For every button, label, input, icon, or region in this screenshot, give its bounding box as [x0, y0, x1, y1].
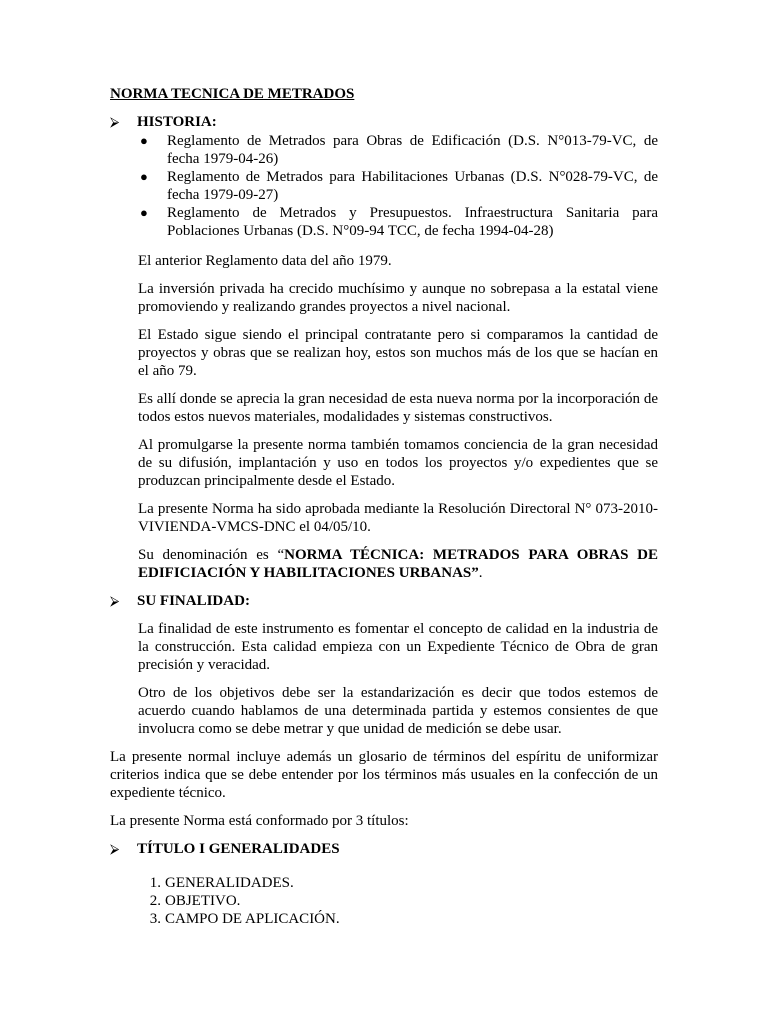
paragraph: El anterior Reglamento data del año 1979.	[138, 253, 392, 269]
denominacion-name: NORMA TÉCNICA: METRADOS PARA OBRAS DE EDIFICIACIÓN Y HABILITACIONES URBANAS”	[138, 547, 658, 581]
paragraph: El Estado sigue siendo el principal contratante pero si comparamos la cantidad de proyectos y obras que se realizan hoy, estos son muchos más de los que se hacían en el año 79.	[138, 327, 658, 379]
list-item	[138, 204, 658, 240]
historia-heading-text: HISTORIA:	[137, 114, 217, 130]
list-item	[138, 910, 658, 928]
paragraph: Al promulgarse la presente norma también tomamos conciencia de la gran necesidad de su difusión, implantación y uso en todos los proyectos y/o expedientes que se produzcan principalmente desde el Estado.	[138, 437, 658, 489]
bullet-dot-icon: ●	[140, 205, 148, 220]
bullet-dot-icon: ●	[140, 169, 148, 184]
list-item-text: CAMPO DE APLICACIÓN.	[165, 911, 340, 927]
titulo1-numbered-list	[138, 874, 658, 928]
list-number: 1.	[149, 875, 161, 891]
list-number: 2.	[149, 893, 161, 909]
denominacion-prefix: Su denominación es “	[138, 547, 285, 563]
paragraph: La presente Norma ha sido aprobada mediante la Resolución Directoral N° 073-2010-VIVIENDA-VMCS-DNC el 04/05/10.	[138, 501, 658, 535]
document-body	[110, 85, 658, 928]
section-historia-heading	[110, 113, 658, 131]
arrow-bullet-icon: ⮚	[110, 593, 120, 608]
list-item	[138, 874, 658, 892]
paragraph: Es allí donde se aprecia la gran necesidad de esta nueva norma por la incorporación de todos estos nuevos materiales, modalidades y sistemas constructivos.	[138, 391, 658, 425]
list-item	[138, 168, 658, 204]
paragraph: La presente Norma está conformado por 3 títulos:	[110, 813, 409, 829]
paragraph: La inversión privada ha crecido muchísimo y aunque no sobrepasa a la estatal viene promoviendo y realizando grandes proyectos a nivel nacional.	[138, 281, 658, 315]
section-finalidad-heading	[110, 592, 658, 610]
historia-bullet-list	[138, 132, 658, 240]
list-item	[138, 132, 658, 168]
list-item	[138, 892, 658, 910]
denominacion-suffix: .	[478, 565, 483, 581]
bullet-text: Reglamento de Metrados para Habilitaciones Urbanas (D.S. N°028-79-VC, de fecha 1979-09-27)	[167, 169, 658, 203]
denominacion-paragraph	[138, 546, 658, 582]
historia-paragraphs	[138, 252, 658, 582]
bullet-text: Reglamento de Metrados y Presupuestos. Infraestructura Sanitaria para Poblaciones Urbanas (D.S. N°09-94 TCC, de fecha 1994-04-28)	[167, 205, 658, 239]
finalidad-heading-text	[137, 592, 250, 610]
list-item-text: OBJETIVO.	[165, 893, 241, 909]
paragraph: La presente normal incluye además un glosario de términos del espíritu de uniformizar criterios indica que se debe entender por los términos más usuales en la confección de un expediente técnico.	[110, 749, 658, 801]
finalidad-heading-label: SU FINALIDAD	[137, 593, 245, 609]
document-title: NORMA TECNICA DE METRADOS	[110, 86, 355, 102]
titulo1-heading-text: TÍTULO I GENERALIDADES	[137, 841, 340, 857]
section-titulo1-heading	[110, 840, 658, 858]
list-number: 3.	[149, 911, 161, 927]
paragraph: La finalidad de este instrumento es fomentar el concepto de calidad en la industria de la construcción. Esta calidad empieza con un Expediente Técnico de Obra de gran precisión y veracidad.	[138, 621, 658, 673]
arrow-bullet-icon: ⮚	[110, 841, 120, 856]
arrow-bullet-icon: ⮚	[110, 114, 120, 129]
list-item-text: GENERALIDADES.	[165, 875, 294, 891]
finalidad-heading-colon: :	[244, 593, 250, 609]
paragraph: Otro de los objetivos debe ser la estandarización es decir que todos estemos de acuerdo cuando hablamos de una determinada partida y estemos consientes de que involucra como se debe metrar y que unidad de medición se debe usar.	[138, 685, 658, 737]
bullet-dot-icon: ●	[140, 133, 148, 148]
bullet-text: Reglamento de Metrados para Obras de Edificación (D.S. N°013-79-VC, de fecha 1979-04-26)	[167, 133, 658, 167]
finalidad-paragraphs	[138, 620, 658, 738]
